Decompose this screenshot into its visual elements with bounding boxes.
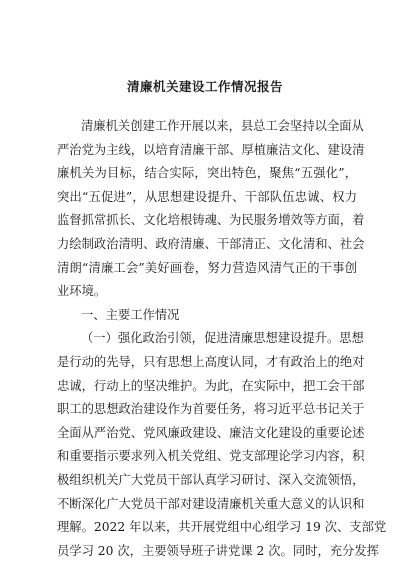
paragraph-line: 廉机关为目标，结合实际，突出特色，聚焦“五强化”， <box>57 166 357 181</box>
paragraph-line: （一）强化政治引领，促进清廉思想建设提升。思想 <box>81 331 364 346</box>
paragraph-line: 清朗“清廉工会”美好画卷，努力营造风清气正的干事创 <box>57 260 357 275</box>
paragraph-line: 力绘制政治清明、政府清廉、干部清正、文化清和、社会 <box>57 236 365 251</box>
paragraph-line: 监督抓常抓长、文化培根铸魂、为民服务增效等方面，着 <box>57 213 365 228</box>
paragraph-line: 不断深化广大党员干部对建设清廉机关重大意义的认识和 <box>57 496 365 511</box>
document-title: 清廉机关建设工作情况报告 <box>126 79 283 94</box>
paragraph-line: 忠诚，行动上的坚决维护。为此，在实际中，把工会干部 <box>57 378 365 393</box>
paragraph-line: 是行动的先导，只有思想上高度认同，才有政治上的绝对 <box>57 354 365 369</box>
paragraph-line: 理解。2022 年以来，共开展党组中心组学习 19 次、支部党 <box>57 520 387 535</box>
paragraph-line: 全面从严治党、党风廉政建设、廉洁文化建设的重要论述 <box>57 425 365 440</box>
paragraph-line: 清廉机关创建工作开展以来，县总工会坚持以全面从 <box>81 119 364 133</box>
paragraph-line: 突出“五促进”，从思想建设提升、干部队伍忠诚、权力 <box>57 189 357 204</box>
paragraph-line: 和重要指示要求列入机关党组、党支部理论学习内容，积 <box>57 449 365 464</box>
paragraph-line: 职工的思想政治建设作为首要任务，将习近平总书记关于 <box>57 402 365 417</box>
section-heading: 一、主要工作情况 <box>81 307 180 322</box>
document-body <box>57 115 387 563</box>
paragraph-line: 极组织机关广大党员干部认真学习研讨、深入交流领悟， <box>57 472 365 487</box>
paragraph-line: 严治党为主线，以培育清廉干部、厚植廉洁文化、建设清 <box>57 142 365 157</box>
paragraph-line: 员学习 20 次，主要领导班子讲党课 2 次。同时，充分发挥 <box>57 543 379 558</box>
paragraph-line: 业环境。 <box>57 284 107 299</box>
